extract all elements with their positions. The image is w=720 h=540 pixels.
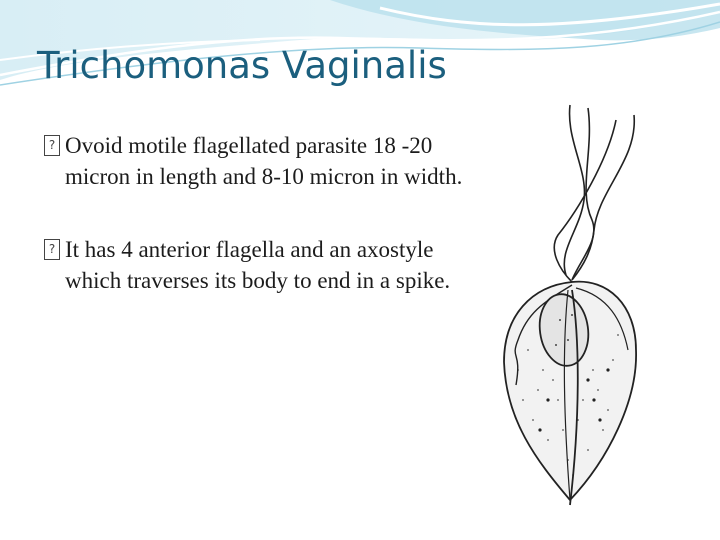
trichomonas-illustration xyxy=(488,100,720,510)
bullet-text: Ovoid motile flagellated parasite 18 -20 micron in length and 8-10 micron in width. xyxy=(65,133,463,189)
bullet-item xyxy=(44,130,484,192)
bullet-marker-icon: ? xyxy=(44,239,60,260)
bullet-item xyxy=(44,234,484,296)
bullet-text: It has 4 anterior flagella and an axostyle which traverses its body to end in a spike. xyxy=(65,237,451,293)
slide-title: Trichomonas Vaginalis xyxy=(37,44,447,87)
bullet-list xyxy=(44,130,484,338)
bullet-marker-icon: ? xyxy=(44,135,60,156)
